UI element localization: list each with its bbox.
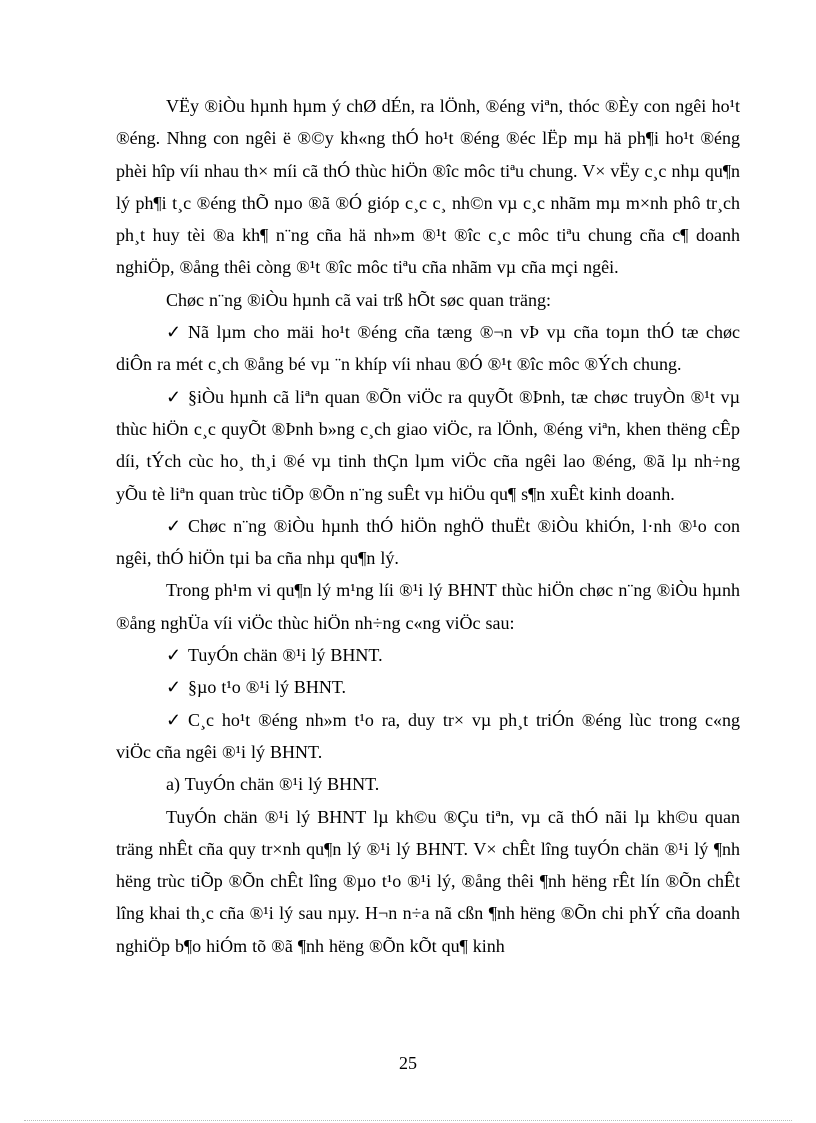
- checklist-item-text: §iÒu hµnh cã liªn quan ®Õn viÖc ra quyÕt ®Þnh, tæ chøc truyÒn ®¹t vµ thùc hiÖn c¸c quyÕt ®Þnh b»ng c¸ch giao viÖc, ra lÖnh, ®éng viªn, khen thëng cÊp díi, tÝch cùc ho¸ th¸i ®é vµ tinh thÇn lµm viÖc cña ngêi lao ®éng, ®ã lµ nh÷ng yÕu tè liªn quan trùc tiÕp ®Õn n¨ng suÊt vµ hiÖu qu¶ s¶n xuÊt kinh doanh.: [116, 386, 740, 504]
- checklist-item: [116, 316, 740, 381]
- checklist-item: [116, 381, 740, 510]
- page-bottom-divider: [24, 1120, 792, 1121]
- section-heading: a) TuyÓn chän ®¹i lý BHNT.: [166, 774, 380, 795]
- check-mark-icon: ✓: [166, 645, 182, 666]
- checklist-item-text: C¸c ho¹t ®éng nh»m t¹o ra, duy tr× vµ ph¸t triÓn ®éng lùc trong c«ng viÖc cña ngêi ®¹i lý BHNT.: [116, 709, 740, 762]
- paragraph: VËy ®iÒu hµnh hµm ý chØ dÉn, ra lÖnh, ®éng viªn, thóc ®Èy con ngêi ho¹t ®éng. Nhng con ngêi ë ®©y kh«ng thÓ ho¹t ®éng ®éc lËp mµ hä ph¶i ho¹t ®éng phèi hîp víi nhau th× míi cã thÓ thùc hiÖn ®îc môc tiªu chung. V× vËy c¸c nhµ qu¶n lý ph¶i t¸c ®éng thÕ nµo ®ã ®Ó gióp c¸c c¸ nh©n vµ c¸c nhãm mµ m×nh phô tr¸ch ph¸t huy tèi ®a kh¶ n¨ng cña hä nh»m ®¹t ®îc c¸c môc tiªu chung cña c¶ doanh nghiÖp, ®ång thêi còng ®¹t ®îc môc tiªu cña nhãm vµ cña mçi ngêi.: [116, 96, 740, 278]
- checklist-item: [116, 671, 740, 703]
- checklist-item-text: TuyÓn chän ®¹i lý BHNT.: [188, 645, 383, 666]
- checklist-item: [116, 639, 740, 671]
- check-mark-icon: ✓: [166, 322, 182, 343]
- check-mark-icon: ✓: [166, 515, 182, 536]
- checklist-item: [116, 704, 740, 769]
- checklist-item-text: §µo t¹o ®¹i lý BHNT.: [188, 677, 347, 698]
- body-text: [116, 90, 740, 962]
- paragraph: Chøc n¨ng ®iÒu hµnh cã vai trß hÕt søc quan träng:: [166, 289, 551, 310]
- paragraph: Trong ph¹m vi qu¶n lý m¹ng líi ®¹i lý BHNT thùc hiÖn chøc n¨ng ®iÒu hµnh ®ång nghÜa víi viÖc thùc hiÖn nh÷ng c«ng viÖc sau:: [116, 580, 740, 633]
- checklist-item-text: Nã lµm cho mäi ho¹t ®éng cña tæng ®¬n vÞ vµ cña toµn thÓ tæ chøc diÔn ra mét c¸ch ®ång bé vµ ¨n khíp víi nhau ®Ó ®¹t ®îc môc ®Ých chung.: [116, 322, 740, 375]
- page-number: 25: [399, 1053, 417, 1073]
- check-mark-icon: ✓: [166, 386, 182, 407]
- check-mark-icon: ✓: [166, 677, 182, 698]
- checklist-item-text: Chøc n¨ng ®iÒu hµnh thÓ hiÖn nghÖ thuËt ®iÒu khiÓn, l·nh ®¹o con ngêi, thÓ hiÖn tµi ba cña nhµ qu¶n lý.: [116, 515, 740, 569]
- checklist-item: [116, 510, 740, 575]
- check-mark-icon: ✓: [166, 709, 182, 730]
- paragraph: TuyÓn chän ®¹i lý BHNT lµ kh©u ®Çu tiªn, vµ cã thÓ nãi lµ kh©u quan träng nhÊt cña quy tr×nh qu¶n lý ®¹i lý BHNT. V× chÊt lîng tuyÓn chän ®¹i lý ¶nh hëng trùc tiÕp ®Õn chÊt lîng ®µo t¹o ®¹i lý, ®ång thêi ¶nh hëng rÊt lín ®Õn chÊt lîng khai th¸c cña ®¹i lý sau nµy. H¬n n÷a nã cßn ¶nh hëng ®Õn chi phÝ cña doanh nghiÖp b¶o hiÓm tõ ®ã ¶nh hëng ®Õn kÕt qu¶ kinh: [116, 806, 740, 956]
